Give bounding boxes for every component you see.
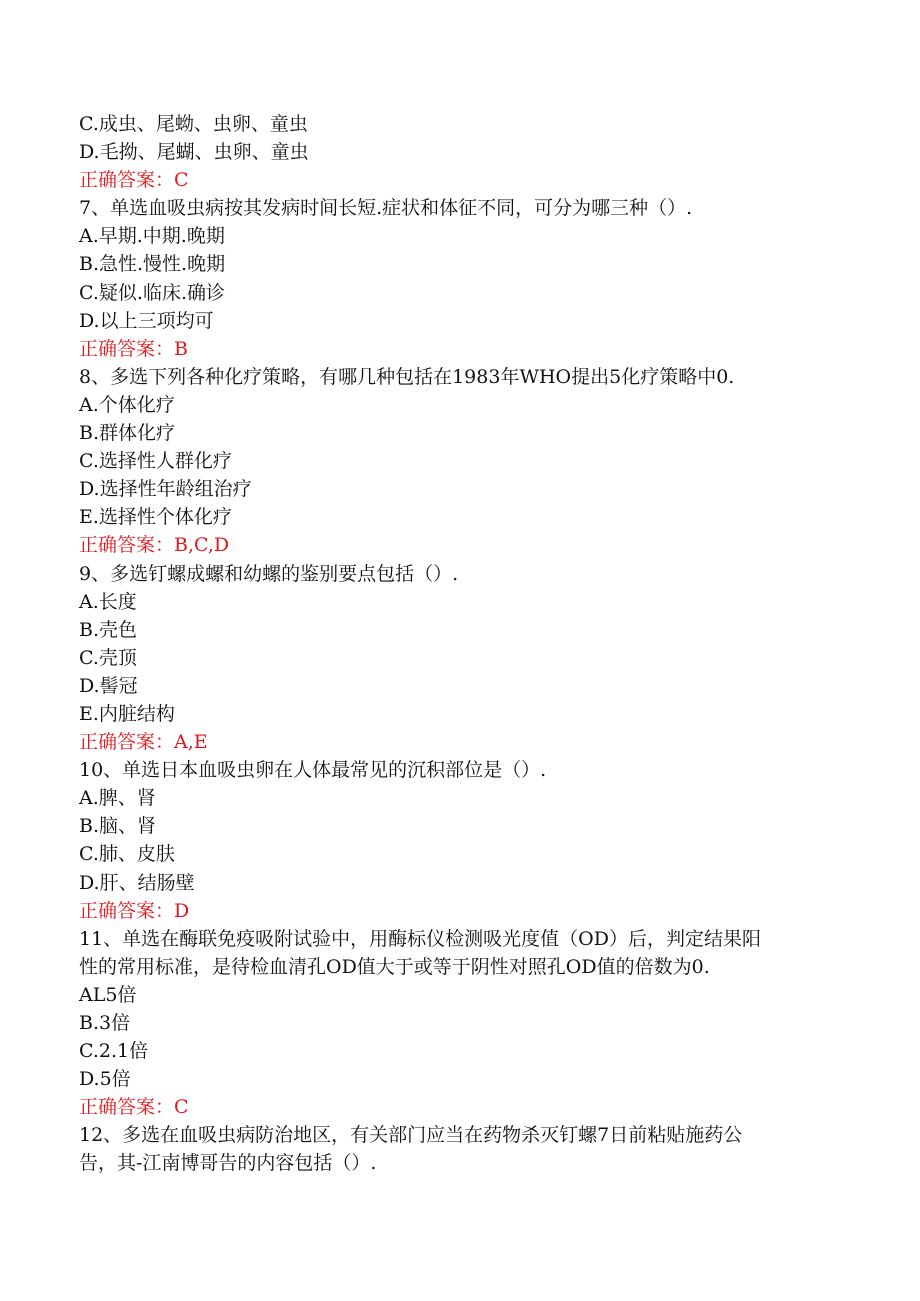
answer-option: C.壳顶 [79, 646, 137, 669]
question-text: 11、单选在酶联免疫吸附试验中，用酶标仪检测吸光度值（OD）后，判定结果阳 [79, 927, 761, 950]
question-text: 10、单选日本血吸虫卵在人体最常见的沉积部位是（）. [79, 759, 547, 782]
answer-option: A.长度 [79, 590, 137, 613]
answer-option: D.5倍 [79, 1068, 131, 1091]
question-text: 9、多选钉螺成螺和幼螺的鉴别要点包括（）. [79, 562, 459, 585]
correct-answer: 正确答案：B [79, 337, 188, 360]
answer-option: B.脑、肾 [79, 815, 157, 838]
answer-option: B.群体化疗 [79, 422, 176, 445]
correct-answer: 正确答案：D [79, 899, 190, 922]
answer-option: D.以上三项均可 [79, 309, 214, 332]
answer-option: D.髻冠 [79, 674, 138, 697]
correct-answer: 正确答案：C [79, 1096, 189, 1119]
answer-option: AL5倍 [79, 983, 137, 1006]
question-list [79, 110, 839, 1178]
question-text: 12、多选在血吸虫病防治地区，有关部门应当在药物杀灭钉螺7日前粘贴施药公 [79, 1124, 743, 1147]
answer-option: C.疑似.临床.确诊 [79, 281, 225, 304]
correct-answer: 正确答案：B,C,D [79, 534, 230, 557]
answer-option: A.脾、肾 [79, 787, 156, 810]
correct-answer: 正确答案：A,E [79, 731, 208, 754]
answer-option: E.选择性个体化疗 [79, 506, 232, 529]
answer-option: C.2.1倍 [79, 1040, 149, 1063]
answer-option: B.急性.慢性.晚期 [79, 253, 226, 276]
question-text: 性的常用标准，是待检血清孔OD值大于或等于阴性对照孔OD值的倍数为0. [79, 955, 710, 978]
answer-option: C.成虫、尾蚴、虫卵、童虫 [79, 113, 308, 135]
correct-answer: 正确答案：C [79, 169, 189, 192]
answer-option: D.毛拗、尾蝴、虫卵、童虫 [79, 141, 309, 164]
answer-option: E.内脏结构 [79, 702, 175, 725]
answer-option: D.肝、结肠壁 [79, 871, 195, 894]
answer-option: B.3倍 [79, 1012, 131, 1034]
question-text: 告，其-江南博哥告的内容包括（）. [79, 1152, 377, 1175]
answer-option: A.早期.中期.晚期 [79, 225, 225, 248]
answer-option: C.选择性人群化疗 [79, 450, 232, 473]
question-text: 7、单选血吸虫病按其发病时间长短.症状和体征不同，可分为哪三种（）. [79, 197, 693, 220]
answer-option: D.选择性年龄组治疗 [79, 478, 252, 501]
answer-option: C.肺、皮肤 [79, 843, 175, 866]
answer-option: B.壳色 [79, 618, 138, 641]
question-text: 8、多选下列各种化疗策略，有哪几种包括在1983年WHO提出5化疗策略中0. [79, 365, 735, 388]
answer-option: A.个体化疗 [79, 393, 175, 416]
